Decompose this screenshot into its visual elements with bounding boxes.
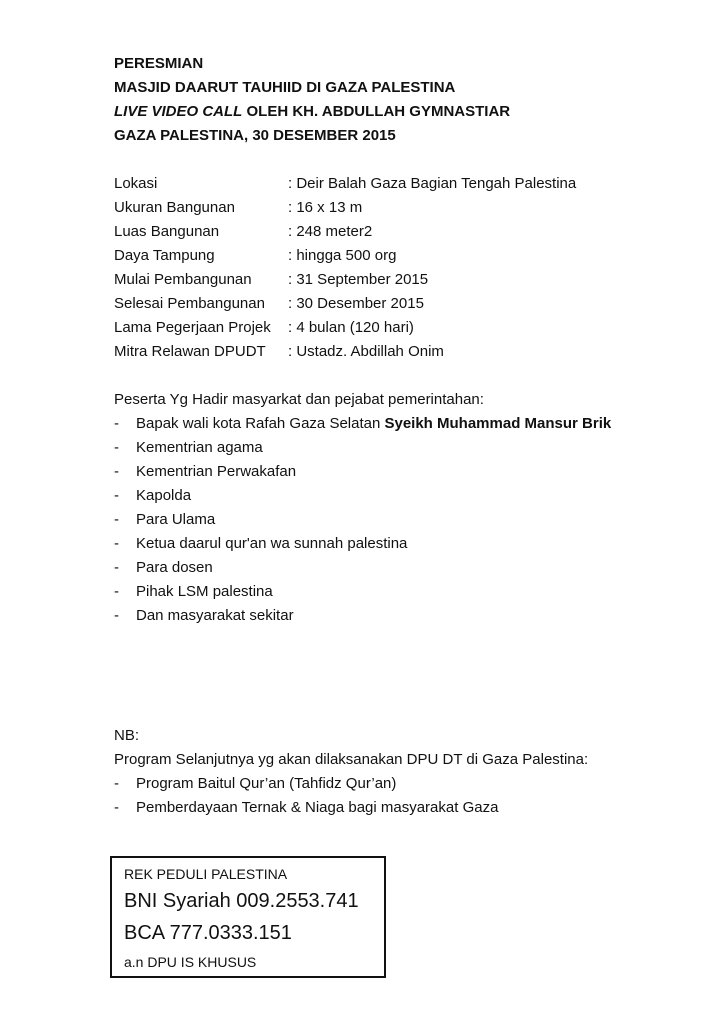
detail-value: : 4 bulan (120 hari) <box>288 319 414 336</box>
detail-value: : hingga 500 org <box>288 247 397 264</box>
title-line-4: GAZA PALESTINA, 30 DESEMBER 2015 <box>114 127 396 144</box>
bullet-dash: - <box>114 439 119 456</box>
detail-value: : 31 September 2015 <box>288 271 429 288</box>
note-text: Program Baitul Qur’an (Tahfidz Qur’an) <box>136 775 397 792</box>
attendee-item <box>114 508 694 532</box>
detail-label: Lokasi <box>114 175 158 192</box>
detail-row-end-date <box>114 292 694 316</box>
attendee-text: Kementrian agama <box>136 439 263 456</box>
bullet-dash: - <box>114 535 119 552</box>
attendee-item <box>114 436 694 460</box>
attendee-text: Ketua daarul qur'an wa sunnah palestina <box>136 535 408 552</box>
attendee-text: Kapolda <box>136 487 192 504</box>
attendee-text-plain: Bapak wali kota Rafah Gaza Selatan <box>136 415 385 432</box>
bullet-dash: - <box>114 775 119 792</box>
attendee-text <box>136 412 611 436</box>
notes-heading: NB: <box>114 727 140 744</box>
detail-label: Daya Tampung <box>114 247 215 264</box>
title-line-1: PERESMIAN <box>114 55 204 72</box>
note-item <box>114 796 694 820</box>
detail-row-start-date <box>114 268 694 292</box>
details-list <box>114 172 694 364</box>
title-line-2: MASJID DAARUT TAUHIID DI GAZA PALESTINA <box>114 79 456 96</box>
bullet-dash: - <box>114 487 119 504</box>
detail-row-building-size <box>114 196 694 220</box>
attendee-item <box>114 460 694 484</box>
detail-row-location <box>114 172 694 196</box>
detail-label: Mitra Relawan DPUDT <box>114 343 266 360</box>
bullet-dash: - <box>114 559 119 576</box>
attendee-item <box>114 484 694 508</box>
attendees-intro: Peserta Yg Hadir masyarkat dan pejabat pemerintahan: <box>114 391 484 408</box>
detail-label: Mulai Pembangunan <box>114 271 252 288</box>
detail-label: Lama Pegerjaan Projek <box>114 319 271 336</box>
detail-label: Selesai Pembangunan <box>114 295 265 312</box>
detail-value: : Deir Balah Gaza Bagian Tengah Palestina <box>288 175 577 192</box>
attendees-section <box>114 388 694 628</box>
bullet-dash: - <box>114 799 119 816</box>
account-box-heading: REK PEDULI PALESTINA <box>124 866 288 882</box>
title-line-3 <box>114 100 694 124</box>
bullet-dash: - <box>114 415 119 432</box>
detail-value: : 16 x 13 m <box>288 199 363 216</box>
account-owner: a.n DPU IS KHUSUS <box>124 954 257 970</box>
bank-account-bni: BNI Syariah 009.2553.741 <box>124 890 359 912</box>
bank-account-box <box>110 856 386 978</box>
attendee-text: Dan masyarakat sekitar <box>136 607 294 624</box>
attendee-item <box>114 556 694 580</box>
attendee-text: Para dosen <box>136 559 213 576</box>
notes-intro: Program Selanjutnya yg akan dilaksanakan DPU DT di Gaza Palestina: <box>114 751 589 768</box>
detail-value: : Ustadz. Abdillah Onim <box>288 343 444 360</box>
detail-value: : 248 meter2 <box>288 223 373 240</box>
attendee-item <box>114 412 694 436</box>
detail-label: Luas Bangunan <box>114 223 220 240</box>
attendee-item <box>114 580 694 604</box>
attendee-item <box>114 604 694 628</box>
notes-section <box>114 724 694 820</box>
title-line-3-italic: LIVE VIDEO CALL <box>114 103 243 120</box>
document-body <box>114 52 694 820</box>
attendee-text: Pihak LSM palestina <box>136 583 273 600</box>
bullet-dash: - <box>114 607 119 624</box>
detail-row-capacity <box>114 244 694 268</box>
attendee-text: Para Ulama <box>136 511 216 528</box>
attendee-text: Kementrian Perwakafan <box>136 463 297 480</box>
bullet-dash: - <box>114 511 119 528</box>
note-text: Pemberdayaan Ternak & Niaga bagi masyarakat Gaza <box>136 799 499 816</box>
bullet-dash: - <box>114 463 119 480</box>
detail-row-duration <box>114 316 694 340</box>
detail-row-partner <box>114 340 694 364</box>
title-line-3-rest: OLEH KH. ABDULLAH GYMNASTIAR <box>242 103 511 120</box>
attendee-item <box>114 532 694 556</box>
attendee-text-bold: Syeikh Muhammad Mansur Brik <box>384 415 612 432</box>
detail-label: Ukuran Bangunan <box>114 199 235 216</box>
bullet-dash: - <box>114 583 119 600</box>
note-item <box>114 772 694 796</box>
bank-account-bca: BCA 777.0333.151 <box>124 922 292 944</box>
detail-value: : 30 Desember 2015 <box>288 295 424 312</box>
detail-row-building-area <box>114 220 694 244</box>
